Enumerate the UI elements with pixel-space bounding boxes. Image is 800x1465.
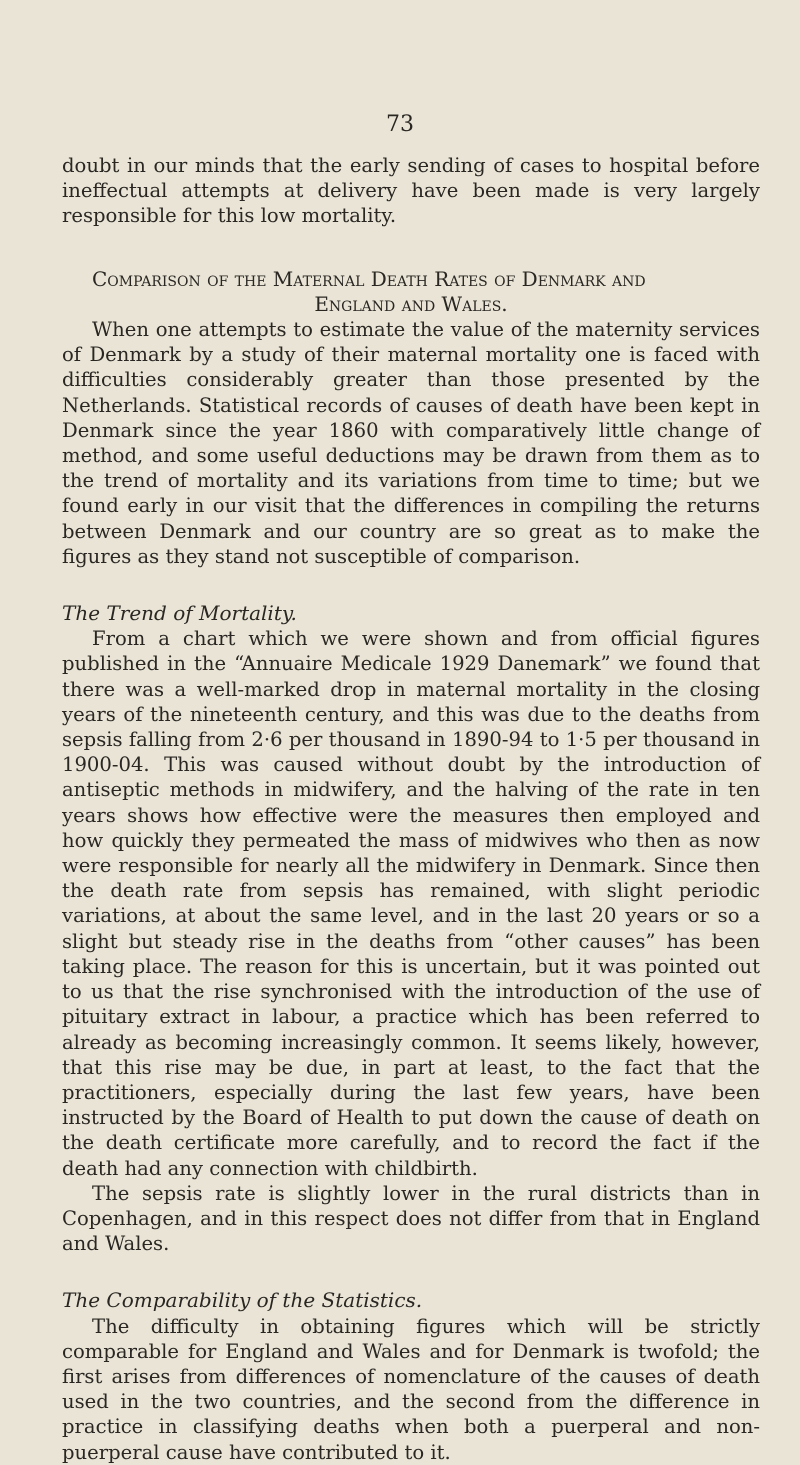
page-content xyxy=(62,153,760,1465)
section-heading xyxy=(62,267,760,317)
page-number: 73 xyxy=(386,112,414,137)
comparability-heading: The Comparability of the Statistics. xyxy=(62,1288,423,1313)
opening-paragraph: doubt in our minds that the early sending of cases to hospital before ineffectual attempts at delivery have been made is very largely responsible for this low mortality. xyxy=(62,154,760,228)
trend-heading: The Trend of Mortality. xyxy=(62,601,297,626)
section-heading-line2: England and Wales. xyxy=(314,291,508,316)
section-paragraph: When one attempts to estimate the value of the maternity services of Denmark by a study of their maternal mortality one is faced with difficulties considerably greater than those presented by the Netherlands. Statistical records of causes of death have been kept in Denmark since the year 1860 with comparatively little change of method, and some useful deductions may be drawn from them as to the trend of mortality and its variations from time to time; but we found early in our visit that the differences in compiling the returns between Denmark and our country are so great as to make the figures as they stand not susceptible of comparison. xyxy=(62,318,760,568)
trend-paragraph-1: From a chart which we were shown and from official figures published in the “Annuaire Medicale 1929 Danemark” we found that there was a well-marked drop in maternal mortality in the closing years of the nineteenth century, and this was due to the deaths from sepsis falling from 2·6 per thousand in 1890-94 to 1·5 per thousand in 1900-04. This was caused without doubt by the introduction of antiseptic methods in midwifery, and the halving of the rate in ten years shows how effective were the measures then employed and how quickly they permeated the mass of midwives who then as now were responsible for nearly all the midwifery in Denmark. Since then the death rate from sepsis has remained, with slight periodic variations, at about the same level, and in the last 20 years or so a slight but steady rise in the deaths from “other causes” has been taking place. The reason for this is uncertain, but it was pointed out to us that the rise synchronised with the introduction of the use of pituitary extract in labour, a practice which has been referred to already as becoming increasingly common. It seems likely, however, that this rise may be due, in part at least, to the fact that the practitioners, especially during the last few years, have been instructed by the Board of Health to put down the cause of death on the death certificate more carefully, and to record the fact if the death had any connection with childbirth. xyxy=(62,627,760,1180)
trend-paragraph-2: The sepsis rate is slightly lower in the rural districts than in Copenhagen, and in this respect does not differ from that in England and Wales. xyxy=(62,1181,760,1256)
section-heading-line1: Comparison of the Maternal Death Rates of Denmark and xyxy=(92,266,646,291)
comparability-paragraph: The difficulty in obtaining figures which will be strictly comparable for England and Wales and for Denmark is twofold; the first arises from differences of nomenclature of the causes of death used in the two countries, and the second from the difference in practice in classifying deaths when both a puerperal and non-puerperal cause have contributed to it. xyxy=(62,1314,760,1464)
